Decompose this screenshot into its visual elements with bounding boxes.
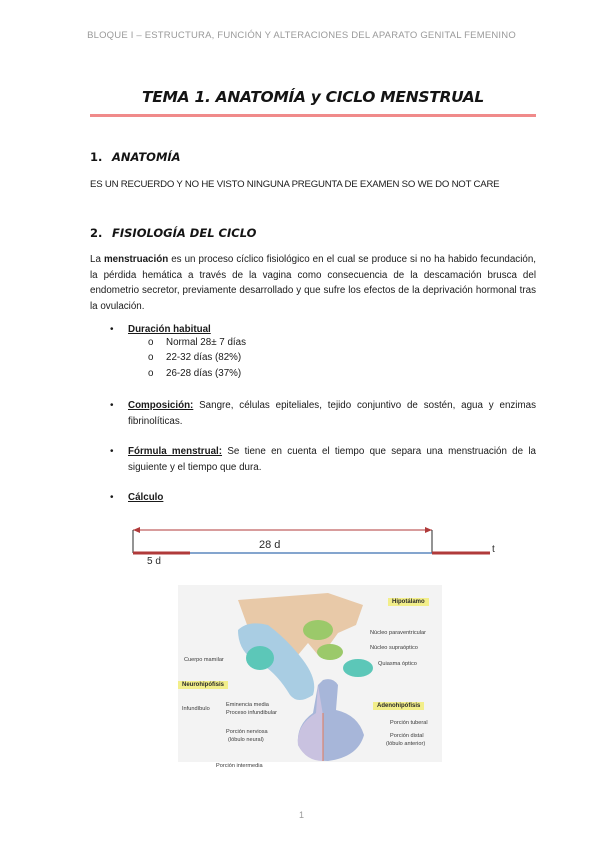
- duracion-item-text: 22-32 días (82%): [166, 352, 242, 363]
- hypophysis-diagram: [178, 585, 442, 769]
- paraventricular-nucleus: [303, 620, 333, 640]
- bullet-icon: •: [110, 400, 114, 411]
- hypothalamus-badge: Hipotálamo: [388, 598, 429, 606]
- bullet-text: Sangre, células epiteliales, tejido conjuntivo de sostén, agua y enzimas fibrinolíticas.: [128, 400, 536, 427]
- neurohypophysis-badge: Neurohipófisis: [178, 681, 228, 689]
- arrow-right-icon: [425, 527, 432, 533]
- anatomia-note: ES UN RECUERDO Y NO HE VISTO NINGUNA PREGUNTA DE EXAMEN SO WE DO NOT CARE: [90, 179, 500, 190]
- bullet-text: Se tiene en cuenta el tiempo que separa una menstruación de la siguiente y el tiempo que dura.: [128, 446, 536, 473]
- page-number: 1: [298, 810, 304, 820]
- bullet-icon: •: [110, 446, 114, 457]
- label-cuerpo-mamilar: Cuerpo mamilar: [184, 657, 224, 663]
- adenohypophysis-badge: Adenohipófisis: [373, 702, 424, 710]
- sub-bullet-icon: o: [148, 337, 154, 348]
- label-proceso-infundibular: Proceso infundibular: [226, 710, 277, 716]
- bullet-label: Fórmula menstrual:: [128, 446, 223, 457]
- label-nucleo-supraoptico: Núcleo supraóptico: [370, 645, 418, 651]
- sub-bullet-icon: o: [148, 352, 154, 363]
- supraoptic-nucleus: [317, 644, 343, 660]
- label-lobulo-neural: (lóbulo neural): [228, 737, 264, 743]
- document-title: TEMA 1. ANATOMÍA y CICLO MENSTRUAL: [142, 88, 484, 106]
- label-porcion-nerviosa: Porción nerviosa: [226, 729, 268, 735]
- section-number: 2.: [90, 226, 103, 240]
- paragraph-lead: La: [90, 254, 104, 265]
- sub-bullet-icon: o: [148, 368, 154, 379]
- bullet-icon: •: [110, 492, 114, 503]
- label-infundibulo: Infundíbulo: [182, 706, 210, 712]
- mammillary-body: [246, 646, 274, 670]
- section-label: ANATOMÍA: [112, 150, 181, 164]
- label-porcion-tuberal: Porción tuberal: [390, 720, 428, 726]
- optic-chiasm: [343, 659, 373, 677]
- paragraph-body: es un proceso cíclico fisiológico en el cual se produce si no ha habido fecundación, la pérdida hemática a través de la vagina como consecuencia de la descamación brusca del endometrio secretor, previamente desarrollado y que sufre los efectos de la deprivación hormonal tras la ovulación.: [90, 254, 536, 312]
- label-nucleo-paraventricular: Núcleo paraventricular: [370, 630, 426, 636]
- time-axis-label: t: [492, 544, 495, 555]
- bullet-label: Duración habitual: [128, 324, 211, 335]
- page-header: BLOQUE I – ESTRUCTURA, FUNCIÓN Y ALTERACIONES DEL APARATO GENITAL FEMENINO: [87, 30, 516, 41]
- paragraph-term: menstruación: [103, 254, 169, 265]
- bullet-label: Cálculo: [128, 492, 164, 503]
- duracion-item-text: 26-28 días (37%): [166, 368, 242, 379]
- section-label: FISIOLOGÍA DEL CICLO: [112, 226, 257, 240]
- duracion-item-text: Normal 28± 7 días: [166, 337, 246, 348]
- label-porcion-intermedia: Porción intermedia: [216, 763, 263, 769]
- label-lobulo-anterior: (lóbulo anterior): [386, 741, 426, 747]
- label-porcion-distal: Porción distal: [390, 733, 424, 739]
- arrow-left-icon: [133, 527, 140, 533]
- bullet-label: Composición:: [128, 400, 194, 411]
- section-number: 1.: [90, 150, 103, 164]
- bullet-icon: •: [110, 324, 114, 335]
- cycle-length-label: 28 d: [259, 539, 281, 551]
- menses-length-label: 5 d: [147, 556, 161, 567]
- label-eminencia-media: Eminencia media: [226, 702, 269, 708]
- label-quiasma-optico: Quiasma óptico: [378, 661, 417, 667]
